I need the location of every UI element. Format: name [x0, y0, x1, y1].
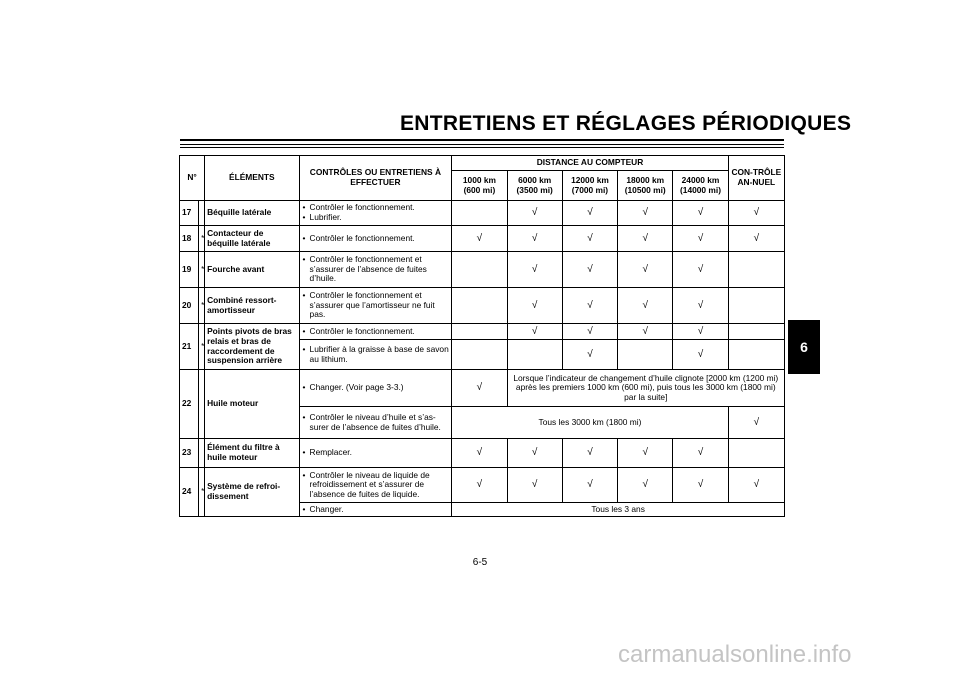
row-number: 22 — [180, 370, 199, 439]
page-title: ENTRETIENS ET RÉGLAGES PÉRIODIQUES — [400, 112, 852, 135]
table-row — [180, 252, 785, 288]
header-annual: CON-TRÔLE AN-NUEL — [728, 156, 784, 201]
action-text: Contrôler le fonctionnement. — [309, 232, 415, 243]
check-mark: √ — [531, 263, 538, 275]
star-cell: * — [199, 226, 205, 252]
header-interval: 24000 km (14000 mi) — [673, 171, 728, 201]
row-action: • Contrôler le fonctionnement. • Lubrifier. — [299, 201, 452, 226]
row-element: Huile moteur — [205, 370, 299, 439]
check-mark: √ — [531, 479, 538, 491]
row-number: 24 — [180, 468, 199, 517]
check-mark: √ — [697, 447, 704, 459]
check-mark: √ — [587, 348, 593, 360]
check-mark: √ — [587, 447, 593, 459]
table-row — [180, 370, 785, 407]
row-action: • Contrôler le fonctionnement et s’assurer que l’amortisseur ne fuit pas. — [299, 288, 452, 324]
check-mark: √ — [642, 263, 648, 275]
page-number: 6-5 — [472, 557, 488, 568]
check-mark: √ — [642, 207, 648, 219]
check-mark: √ — [587, 232, 593, 244]
row-action: • Changer. — [299, 503, 452, 517]
row-element: Béquille latérale — [205, 201, 299, 226]
header-distance: DISTANCE AU COMPTEUR — [452, 156, 728, 171]
header-elements: ÉLÉMENTS — [205, 156, 299, 201]
section-tab[interactable]: 6 — [788, 320, 820, 374]
row-action: • Lubrifier à la graisse à base de savon au lithium. — [299, 340, 452, 370]
check-mark: √ — [476, 479, 483, 491]
row-element: Combiné ressort-amortisseur — [205, 288, 299, 324]
row-action: • Changer. (Voir page 3-3.) — [299, 370, 452, 407]
row-element: Système de refroi-dissement — [205, 468, 299, 517]
star-cell: * — [199, 252, 205, 288]
star-cell: * — [199, 288, 205, 324]
action-text: Changer. — [309, 503, 344, 514]
row-element: Points pivots de bras relais et bras de raccordement de suspension arrière — [205, 324, 299, 370]
action-text: Changer. (Voir page 3-3.) — [309, 382, 404, 393]
header-no: N° — [180, 156, 205, 201]
check-mark: √ — [531, 325, 538, 337]
row-element: Fourche avant — [205, 252, 299, 288]
check-mark: √ — [476, 232, 483, 244]
table-row — [180, 201, 785, 226]
check-mark: √ — [531, 299, 538, 311]
table-row — [180, 288, 785, 324]
table-row — [180, 439, 785, 468]
header-interval: 12000 km (7000 mi) — [562, 171, 617, 201]
action-text: Contrôler le niveau d’huile et s’as-surer de l’absence de fuites d’huile. — [309, 411, 441, 432]
interval-note: Tous les 3 ans — [452, 503, 785, 517]
check-mark: √ — [697, 348, 704, 360]
action-text: Contrôler le fonctionnement. — [309, 202, 415, 213]
row-action: • Remplacer. — [299, 439, 452, 468]
check-mark: √ — [697, 232, 704, 244]
table-row — [180, 324, 785, 340]
row-number: 20 — [180, 288, 199, 324]
interval-note: Lorsque l’indicateur de changement d’huile clignote [2000 km (1200 mi) après les premiers 1000 km (600 mi), puis tous les 3000 km (1800 mi) par la suite] — [507, 370, 784, 407]
check-mark: √ — [697, 299, 704, 311]
check-mark: √ — [531, 207, 538, 219]
action-text: Lubrifier. — [309, 212, 342, 222]
action-text: Remplacer. — [309, 447, 352, 458]
header-checks: CONTRÔLES OU ENTRETIENS À EFFECTUER — [299, 156, 452, 201]
check-mark: √ — [753, 232, 760, 244]
row-element: Élément du filtre à huile moteur — [205, 439, 299, 468]
check-mark: √ — [697, 479, 704, 491]
star-cell: * — [199, 324, 205, 370]
check-mark: √ — [476, 382, 483, 394]
row-number: 21 — [180, 324, 199, 370]
action-text: Contrôler le fonctionnement. — [309, 325, 415, 336]
row-action: • Contrôler le niveau de liquide de refroidissement et s’assurer de l’absence de fuites de liquide. — [299, 468, 452, 503]
header-interval: 18000 km (10500 mi) — [618, 171, 673, 201]
row-number: 18 — [180, 226, 199, 252]
star-cell: * — [199, 468, 205, 517]
check-mark: √ — [587, 263, 593, 275]
table-row — [180, 226, 785, 252]
check-mark: √ — [642, 232, 648, 244]
check-mark: √ — [753, 416, 760, 428]
check-mark: √ — [642, 447, 648, 459]
title-rule — [180, 139, 784, 141]
check-mark: √ — [531, 447, 538, 459]
row-number: 19 — [180, 252, 199, 288]
check-mark: √ — [697, 325, 704, 337]
action-text: Contrôler le fonctionnement et s’assurer que l’amortisseur ne fuit pas. — [309, 290, 435, 320]
header-interval: 6000 km (3500 mi) — [507, 171, 562, 201]
action-text: Contrôler le fonctionnement et s’assurer de l’absence de fuites d’huile. — [309, 254, 427, 284]
row-element: Contacteur de béquille latérale — [205, 226, 299, 252]
check-mark: √ — [642, 299, 648, 311]
table-row — [180, 468, 785, 503]
maintenance-table — [179, 155, 785, 517]
check-mark: √ — [642, 479, 648, 491]
action-text: Contrôler le niveau de liquide de refroidissement et s’assurer de l’absence de fuites de liquide. — [309, 469, 430, 499]
check-mark: √ — [642, 325, 648, 337]
header-interval: 1000 km (600 mi) — [452, 171, 507, 201]
check-mark: √ — [697, 207, 704, 219]
row-action: • Contrôler le niveau d’huile et s’as-surer de l’absence de fuites d’huile. — [299, 407, 452, 439]
row-number: 17 — [180, 201, 199, 226]
row-action: • Contrôler le fonctionnement. — [299, 324, 452, 340]
check-mark: √ — [587, 479, 593, 491]
title-rule — [180, 144, 784, 145]
action-text: Lubrifier à la graisse à base de savon au lithium. — [309, 343, 449, 364]
row-number: 23 — [180, 439, 199, 468]
title-rule — [180, 147, 784, 148]
check-mark: √ — [587, 299, 593, 311]
watermark: carmanualsonline.info — [618, 641, 852, 668]
check-mark: √ — [753, 207, 760, 219]
check-mark: √ — [587, 207, 593, 219]
check-mark: √ — [531, 232, 538, 244]
check-mark: √ — [753, 479, 760, 491]
check-mark: √ — [587, 325, 593, 337]
row-action: • Contrôler le fonctionnement. — [299, 226, 452, 252]
check-mark: √ — [697, 263, 704, 275]
check-mark: √ — [476, 447, 483, 459]
row-action: • Contrôler le fonctionnement et s’assurer de l’absence de fuites d’huile. — [299, 252, 452, 288]
interval-note: Tous les 3000 km (1800 mi) — [452, 407, 728, 439]
